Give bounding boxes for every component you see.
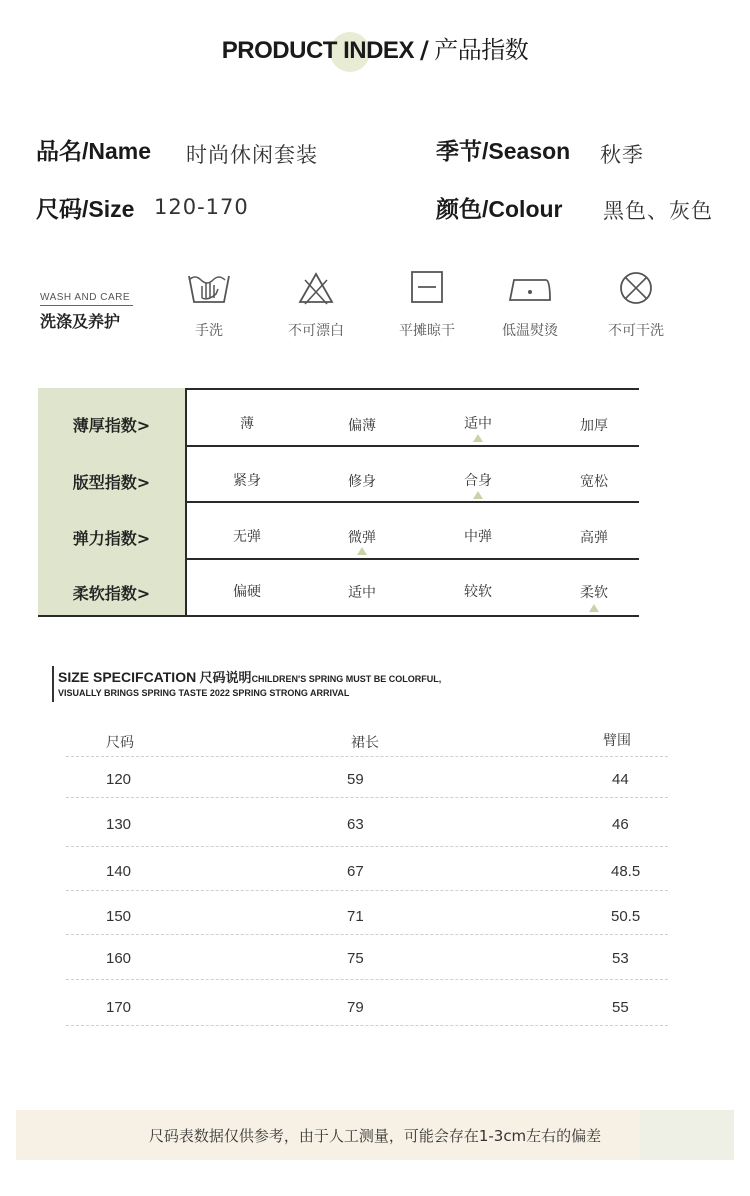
size-spec-tagline1: CHILDREN'S SPRING MUST BE COLORFUL,	[251, 674, 442, 684]
care-item-no-bleach	[271, 270, 361, 340]
fit-option: 宽松	[580, 474, 608, 490]
size-table-divider	[66, 890, 668, 891]
elasticity-index-label: 弹力指数>	[72, 529, 151, 548]
size-cell: 130	[106, 816, 132, 833]
softness-option-selected: 柔软	[580, 585, 608, 601]
product-index-header	[0, 0, 750, 100]
care-label-low-iron: 低温熨烫	[502, 323, 558, 339]
size-cell: 170	[106, 999, 132, 1016]
size-table-divider	[66, 1025, 668, 1026]
thickness-index-label: 薄厚指数>	[72, 416, 151, 435]
size-table-divider	[66, 934, 668, 935]
size-col-header: 尺码	[106, 735, 134, 751]
title-cn: 产品指数	[434, 36, 529, 64]
care-label-no-dry-clean: 不可干洗	[608, 323, 664, 339]
care-item-no-dry-clean	[591, 270, 681, 340]
fit-option: 紧身	[233, 473, 261, 489]
season-label: 季节/Season	[436, 138, 571, 164]
arm-col-header: 臂围	[603, 733, 631, 749]
fit-option: 修身	[348, 474, 376, 490]
size-table-divider	[66, 846, 668, 847]
footer-note: 尺码表数据仅供参考，由于人工测量，可能会存在1-3cm左右的偏差	[148, 1127, 602, 1145]
thickness-selected-marker	[473, 434, 483, 442]
care-label-hand-wash: 手洗	[195, 323, 223, 339]
hand-wash-icon	[164, 270, 254, 306]
wash-care-title-en: WASH AND CARE	[40, 292, 131, 303]
length-cell: 67	[347, 863, 364, 880]
arm-cell: 46	[612, 816, 629, 833]
size-table-divider	[66, 756, 668, 757]
care-item-hand-wash	[164, 270, 254, 340]
size-cell: 120	[106, 771, 132, 788]
length-cell: 79	[347, 999, 364, 1016]
care-item-dry-flat	[382, 270, 472, 340]
thickness-option-selected: 适中	[464, 416, 492, 432]
size-cell: 140	[106, 863, 132, 880]
index-row-line	[185, 501, 639, 503]
length-cell: 71	[347, 908, 364, 925]
arm-cell: 48.5	[611, 863, 641, 880]
care-label-dry-flat: 平摊晾干	[399, 323, 455, 339]
index-row-line	[185, 445, 639, 447]
softness-option: 较软	[464, 584, 492, 600]
no-bleach-icon	[271, 270, 361, 306]
arm-cell: 44	[612, 771, 629, 788]
season-value: 秋季	[600, 143, 644, 167]
name-value: 时尚休闲套装	[186, 143, 318, 167]
size-table-divider	[66, 797, 668, 798]
softness-option: 适中	[348, 585, 376, 601]
elasticity-option: 中弹	[464, 529, 492, 545]
size-value: 120-170	[154, 195, 249, 219]
no-dry-clean-icon	[591, 270, 681, 306]
name-label: 品名/Name	[36, 138, 152, 164]
index-row-line	[185, 558, 639, 560]
index-table-bottom-line	[38, 615, 639, 617]
length-cell: 63	[347, 816, 364, 833]
fit-index-label: 版型指数>	[72, 473, 151, 492]
softness-option: 偏硬	[233, 584, 261, 600]
size-spec-title-en: SIZE SPECIFCATION	[58, 669, 197, 685]
size-spec-accent-bar	[52, 666, 54, 702]
arm-cell: 55	[612, 999, 629, 1016]
size-spec-tagline2: VISUALLY BRINGS SPRING TASTE 2022 SPRING STRONG ARRIVAL	[58, 688, 350, 698]
title-en: PRODUCT INDEX	[221, 37, 414, 64]
arm-cell: 50.5	[611, 908, 641, 925]
elasticity-option: 无弹	[233, 529, 261, 545]
care-label-no-bleach: 不可漂白	[288, 323, 344, 339]
arm-cell: 53	[612, 950, 629, 967]
softness-selected-marker	[589, 604, 599, 612]
size-table-divider	[66, 979, 668, 980]
length-cell: 59	[347, 771, 364, 788]
size-label: 尺码/Size	[36, 196, 135, 222]
low-iron-icon	[485, 270, 575, 306]
elasticity-option-selected: 微弹	[348, 530, 376, 546]
fit-option-selected: 合身	[464, 473, 492, 489]
fit-selected-marker	[473, 491, 483, 499]
length-cell: 75	[347, 950, 364, 967]
colour-value: 黑色、灰色	[603, 199, 713, 223]
size-cell: 150	[106, 908, 132, 925]
care-item-low-iron	[485, 270, 575, 340]
elasticity-option: 高弹	[580, 530, 608, 546]
size-spec-title-cn: 尺码说明	[199, 671, 252, 686]
dry-flat-icon	[382, 270, 472, 306]
softness-index-label: 柔软指数>	[72, 584, 151, 603]
index-row-line	[185, 388, 639, 390]
size-cell: 160	[106, 950, 132, 967]
thickness-option: 偏薄	[348, 418, 376, 434]
title-separator: /	[419, 36, 429, 64]
length-col-header: 裙长	[351, 735, 379, 751]
size-spec-title	[58, 667, 441, 686]
wash-care-divider	[40, 305, 133, 306]
elasticity-selected-marker	[357, 547, 367, 555]
wash-care-title-cn: 洗涤及养护	[40, 312, 121, 331]
page-title	[0, 30, 750, 65]
thickness-option: 薄	[240, 416, 254, 432]
colour-label: 颜色/Colour	[436, 196, 563, 222]
thickness-option: 加厚	[580, 418, 608, 434]
